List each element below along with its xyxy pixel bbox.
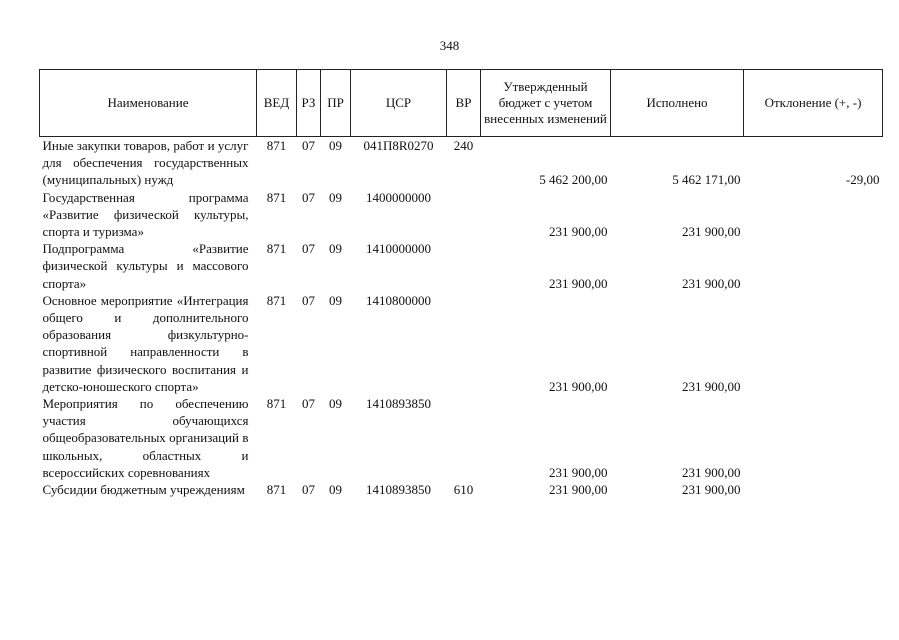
table-row: [40, 240, 883, 292]
header-ved: ВЕД: [257, 70, 297, 137]
table-row: [40, 481, 883, 498]
row-deviation: [744, 189, 883, 241]
row-executed: 231 900,00: [682, 464, 741, 480]
table-header-row: [40, 70, 883, 137]
row-csr: 041П8R0270: [363, 138, 434, 153]
row-csr: 1410893850: [366, 396, 431, 412]
row-approved: 231 900,00: [549, 378, 608, 394]
row-deviation: [744, 481, 883, 498]
row-vr: [447, 240, 481, 292]
row-ved: 871: [266, 396, 287, 412]
row-rz: 07: [302, 241, 315, 257]
row-name: Государственная программа «Развитие физической культуры, спорта и туризма»: [42, 189, 249, 240]
row-vr: 240: [453, 138, 474, 153]
table-row: [40, 137, 883, 189]
row-executed: 231 900,00: [682, 482, 741, 498]
row-deviation: [744, 240, 883, 292]
row-rz: 07: [302, 292, 315, 308]
row-csr: 1400000000: [366, 189, 431, 205]
row-pr: 09: [329, 292, 342, 308]
row-ved: 871: [266, 189, 287, 205]
table-row: [40, 292, 883, 395]
row-executed: 231 900,00: [682, 224, 741, 240]
row-deviation: [744, 292, 883, 395]
header-executed: Исполнено: [611, 70, 744, 137]
header-deviation: Отклонение (+, -): [744, 70, 883, 137]
row-ved: 871: [266, 241, 287, 257]
row-ved: 871: [266, 482, 287, 498]
row-pr: 09: [329, 189, 342, 205]
row-executed: 5 462 171,00: [672, 172, 741, 188]
row-rz: 07: [302, 189, 315, 205]
row-approved: 5 462 200,00: [539, 172, 608, 188]
row-name: Субсидии бюджетным учреждениям: [42, 482, 245, 498]
page-number: 348: [439, 38, 460, 53]
header-csr: ЦСР: [351, 70, 447, 137]
row-rz: 07: [302, 396, 315, 412]
row-csr: 1410893850: [366, 482, 431, 498]
row-pr: 09: [329, 138, 342, 153]
row-approved: 231 900,00: [549, 482, 608, 498]
row-csr: 1410800000: [366, 292, 431, 308]
table-row: [40, 189, 883, 241]
row-pr: 09: [329, 241, 342, 257]
header-vr: ВР: [447, 70, 481, 137]
row-pr: 09: [329, 396, 342, 412]
budget-table: [39, 69, 883, 498]
row-rz: 07: [302, 482, 315, 498]
row-ved: 871: [266, 138, 287, 153]
header-rz: РЗ: [297, 70, 321, 137]
header-approved: Утвержденный бюджет с учетом внесенных изменений: [481, 70, 611, 137]
row-deviation: -29,00: [845, 172, 880, 188]
header-name: Наименование: [40, 70, 257, 137]
header-pr: ПР: [321, 70, 351, 137]
row-approved: 231 900,00: [549, 275, 608, 291]
row-csr: 1410000000: [366, 241, 431, 257]
table-row: [40, 395, 883, 481]
row-vr: [447, 189, 481, 241]
row-rz: 07: [302, 138, 315, 153]
row-name: Подпрограмма «Развитие физической культуры и массового спорта»: [42, 241, 249, 291]
row-vr: [447, 292, 481, 395]
row-name: Иные закупки товаров, работ и услуг для обеспечения государственных (муниципальных) нужд: [42, 138, 249, 188]
row-executed: 231 900,00: [682, 275, 741, 291]
row-deviation: [744, 395, 883, 481]
row-vr: 610: [453, 482, 474, 498]
row-approved: 231 900,00: [549, 224, 608, 240]
row-name: Основное мероприятие «Интеграция общего и дополнительного образования физкультурно-спортивной направленности в развитие физического воспитания и детско-юношеского спорта»: [42, 292, 249, 394]
row-name: Мероприятия по обеспечению участия обучающихся общеобразовательных организаций в школьных, областных и всероссийских соревнованиях: [42, 396, 249, 480]
row-vr: [447, 395, 481, 481]
row-approved: 231 900,00: [549, 464, 608, 480]
row-pr: 09: [329, 482, 342, 498]
row-ved: 871: [266, 292, 287, 308]
row-executed: 231 900,00: [682, 378, 741, 394]
